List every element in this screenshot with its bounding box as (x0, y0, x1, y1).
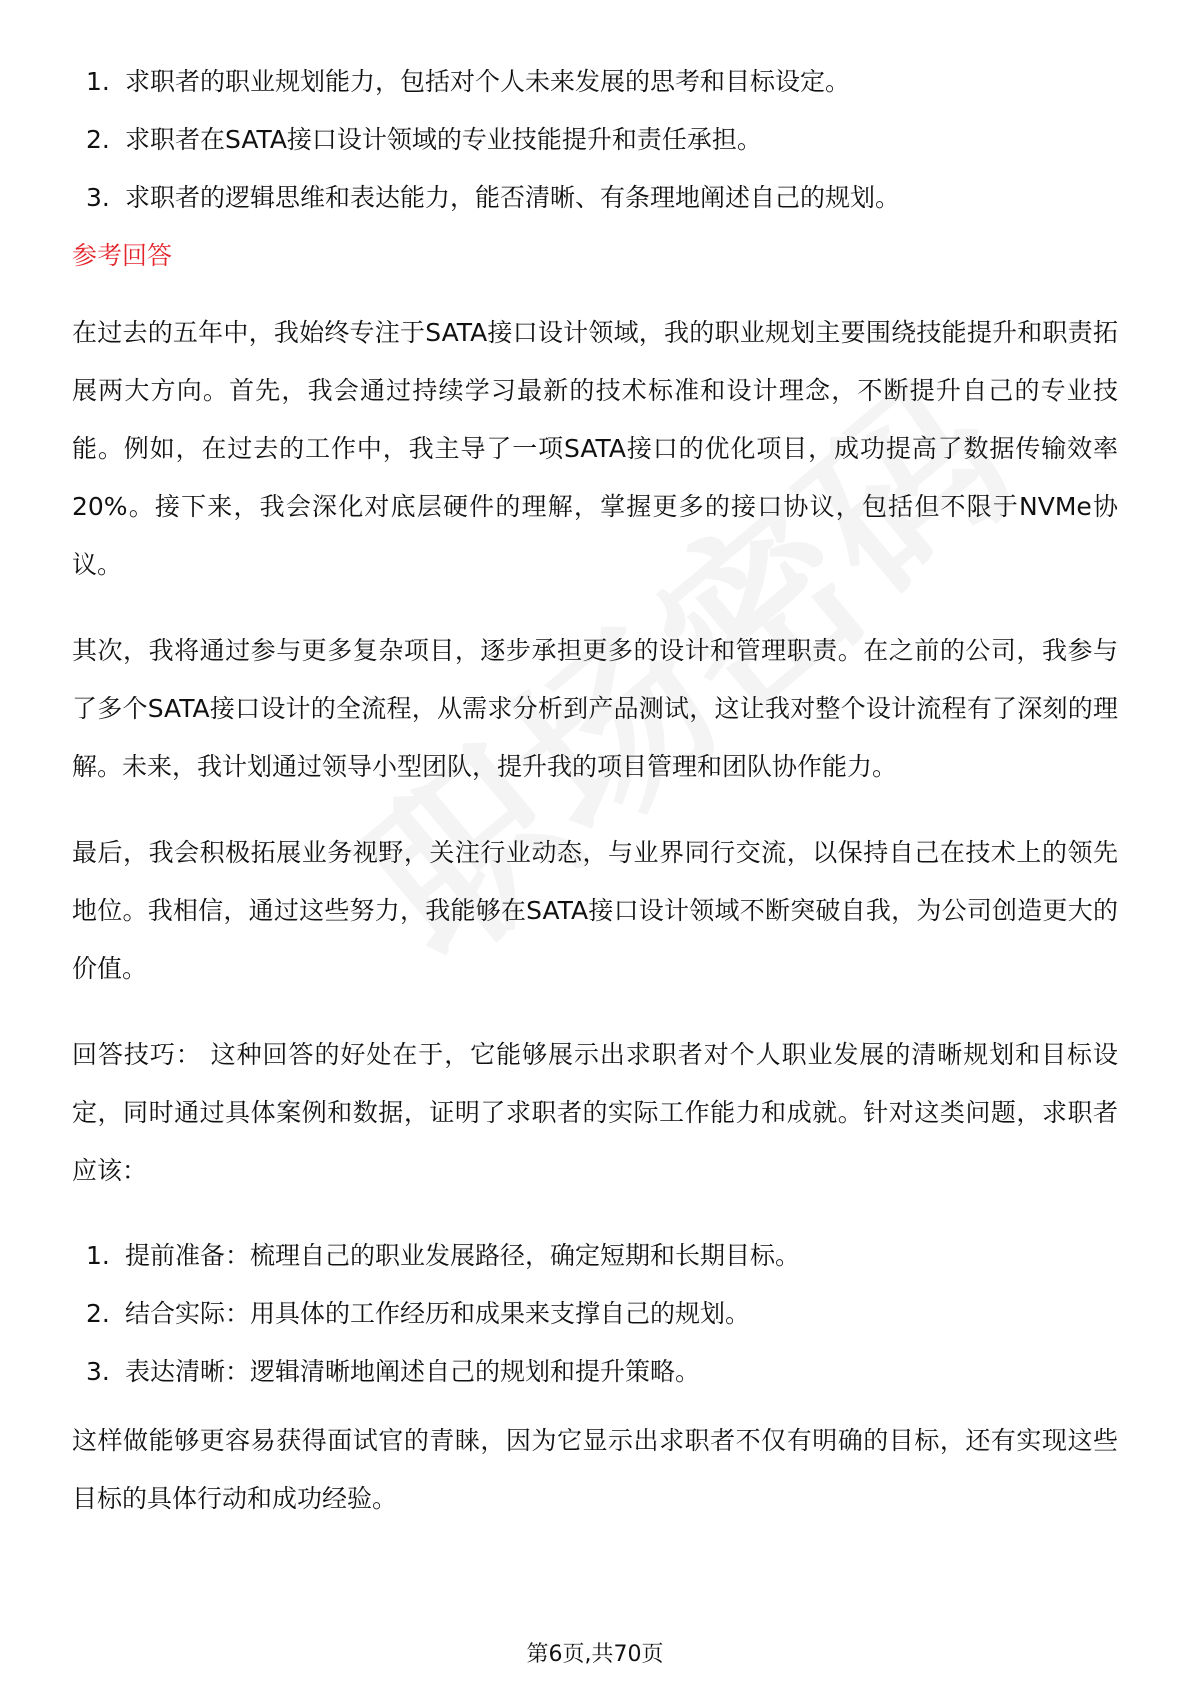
list-number: 3. (86, 183, 110, 212)
list-text: 结合实际：用具体的工作经历和成果来支撑自己的规划。 (125, 1299, 751, 1328)
list-item (72, 122, 1118, 158)
list-text: 提前准备：梳理自己的职业发展路径，确定短期和长期目标。 (125, 1241, 801, 1270)
document-page (72, 0, 1118, 1528)
list-item (72, 1238, 1118, 1274)
answer-paragraph-1: 在过去的五年中，我始终专注于SATA接口设计领域，我的职业规划主要围绕技能提升和职责拓展两大方向。首先，我会通过持续学习最新的技术标准和设计理念，不断提升自己的专业技能。例如，在过去的工作中，我主导了一项SATA接口的优化项目，成功提高了数据传输效率20%。接下来，我会深化对底层硬件的理解，掌握更多的接口协议，包括但不限于NVMe协议。 (72, 318, 1118, 579)
list-number: 2. (86, 1299, 110, 1328)
top-ordered-list (72, 64, 1118, 216)
list-number: 2. (86, 125, 110, 154)
tips-ordered-list (72, 1238, 1118, 1390)
list-item (72, 1296, 1118, 1332)
answer-paragraph-3: 最后，我会积极拓展业务视野，关注行业动态，与业界同行交流，以保持自己在技术上的领先地位。我相信，通过这些努力，我能够在SATA接口设计领域不断突破自我，为公司创造更大的价值。 (72, 838, 1118, 983)
list-text: 求职者的逻辑思维和表达能力，能否清晰、有条理地阐述自己的规划。 (125, 183, 901, 212)
list-number: 1. (86, 67, 110, 96)
list-number: 3. (86, 1357, 110, 1386)
page-footer: 第6页,共70页 (526, 1642, 664, 1667)
list-number: 1. (86, 1241, 110, 1270)
answer-paragraph-2: 其次，我将通过参与更多复杂项目，逐步承担更多的设计和管理职责。在之前的公司，我参与了多个SATA接口设计的全流程，从需求分析到产品测试，这让我对整个设计流程有了深刻的理解。未来，我计划通过领导小型团队，提升我的项目管理和团队协作能力。 (72, 636, 1118, 781)
section-heading: 参考回答 (72, 241, 173, 270)
list-text: 求职者在SATA接口设计领域的专业技能提升和责任承担。 (125, 125, 762, 154)
closing-paragraph: 这样做能够更容易获得面试官的青睐，因为它显示出求职者不仅有明确的目标，还有实现这些目标的具体行动和成功经验。 (72, 1426, 1118, 1513)
tips-paragraph: 回答技巧： 这种回答的好处在于，它能够展示出求职者对个人职业发展的清晰规划和目标设定，同时通过具体案例和数据，证明了求职者的实际工作能力和成就。针对这类问题，求职者应该： (72, 1040, 1118, 1185)
list-item (72, 180, 1118, 216)
list-text: 表达清晰：逻辑清晰地阐述自己的规划和提升策略。 (125, 1357, 701, 1386)
list-text: 求职者的职业规划能力，包括对个人未来发展的思考和目标设定。 (125, 67, 851, 96)
list-item (72, 1354, 1118, 1390)
list-item (72, 64, 1118, 100)
